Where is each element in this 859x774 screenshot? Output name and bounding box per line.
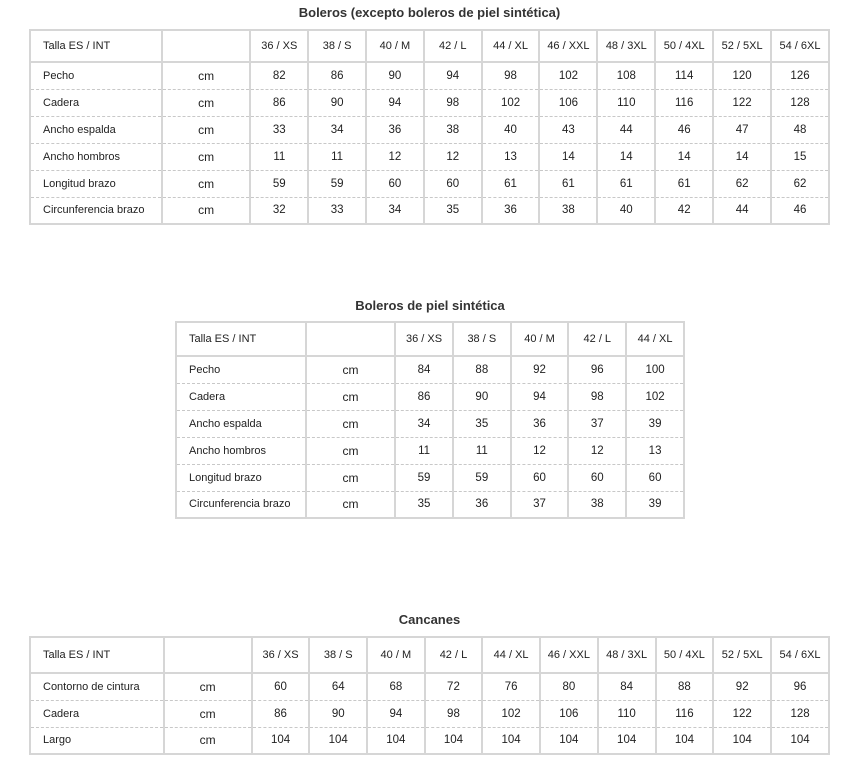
measurement-label: Cadera [30,700,164,727]
measurement-value: 122 [713,700,771,727]
measurement-value: 84 [395,356,453,383]
measurement-value: 38 [568,491,626,518]
measurement-label: Ancho espalda [176,410,306,437]
measurement-value: 88 [656,673,714,700]
table-row [30,143,829,170]
measurement-label: Longitud brazo [30,170,162,197]
measurement-value: 98 [425,700,483,727]
measurement-value: 100 [626,356,684,383]
cancanes-title: Cancanes [398,612,461,627]
table-row [176,491,684,518]
measurement-value: 44 [597,116,655,143]
table-row [176,464,684,491]
measurement-value: 42 [655,197,713,224]
measurement-label: Circunferencia brazo [176,491,306,518]
measurement-value: 98 [424,89,482,116]
measurement-value: 106 [539,89,597,116]
measurement-value: 104 [540,727,598,754]
measurement-value: 14 [713,143,771,170]
measurement-value: 47 [713,116,771,143]
measurement-value: 104 [598,727,656,754]
measurement-value: 46 [655,116,713,143]
header-row [30,30,829,62]
measurement-label: Pecho [176,356,306,383]
measurement-value: 104 [309,727,367,754]
measurement-value: 35 [453,410,511,437]
measurement-value: 14 [655,143,713,170]
measurement-value: 64 [309,673,367,700]
unit-header-cell [164,637,252,673]
boleros-piel-section [175,296,685,519]
measurement-value: 102 [482,700,540,727]
measurement-value: 96 [568,356,626,383]
measurement-value: 86 [252,700,310,727]
measurement-value: 102 [626,383,684,410]
measurement-value: 60 [424,170,482,197]
unit-cell: cm [306,491,395,518]
measurement-value: 11 [395,437,453,464]
unit-cell: cm [306,410,395,437]
measurement-value: 110 [598,700,656,727]
size-column-header: 38 / S [308,30,366,62]
cancanes-section [29,610,830,755]
size-header-label: Talla ES / INT [30,30,162,62]
table-row [30,700,829,727]
measurement-value: 38 [424,116,482,143]
measurement-value: 13 [626,437,684,464]
measurement-value: 62 [713,170,771,197]
size-column-header: 36 / XS [395,322,453,356]
size-column-header: 48 / 3XL [597,30,655,62]
measurement-label: Cadera [176,383,306,410]
unit-cell: cm [306,356,395,383]
measurement-value: 94 [366,89,424,116]
measurement-value: 11 [250,143,308,170]
measurement-value: 11 [453,437,511,464]
measurement-value: 68 [367,673,425,700]
measurement-value: 12 [366,143,424,170]
measurement-value: 59 [453,464,511,491]
measurement-value: 36 [482,197,540,224]
measurement-value: 35 [424,197,482,224]
size-column-header: 44 / XL [626,322,684,356]
size-column-header: 40 / M [367,637,425,673]
size-column-header: 46 / XXL [539,30,597,62]
table-row [30,673,829,700]
measurement-value: 120 [713,62,771,89]
unit-cell: cm [164,700,252,727]
cancanes-size-table [29,636,830,755]
measurement-value: 61 [482,170,540,197]
measurement-value: 37 [511,491,569,518]
measurement-value: 62 [771,170,829,197]
measurement-value: 59 [308,170,366,197]
measurement-value: 122 [713,89,771,116]
measurement-value: 88 [453,356,511,383]
size-column-header: 40 / M [511,322,569,356]
size-column-header: 50 / 4XL [655,30,713,62]
size-column-header: 44 / XL [482,30,540,62]
measurement-value: 86 [395,383,453,410]
measurement-value: 11 [308,143,366,170]
measurement-value: 34 [395,410,453,437]
measurement-value: 90 [309,700,367,727]
measurement-label: Ancho espalda [30,116,162,143]
boleros-piel-title: Boleros de piel sintética [355,298,505,313]
table-row [30,89,829,116]
measurement-value: 39 [626,491,684,518]
measurement-value: 104 [252,727,310,754]
size-column-header: 46 / XXL [540,637,598,673]
measurement-value: 38 [539,197,597,224]
measurement-value: 37 [568,410,626,437]
unit-cell: cm [162,143,250,170]
table-row [176,410,684,437]
measurement-value: 92 [511,356,569,383]
measurement-value: 48 [771,116,829,143]
measurement-value: 60 [626,464,684,491]
measurement-value: 96 [771,673,829,700]
measurement-value: 12 [424,143,482,170]
measurement-value: 126 [771,62,829,89]
measurement-value: 60 [568,464,626,491]
measurement-value: 106 [540,700,598,727]
measurement-value: 102 [482,89,540,116]
measurement-value: 116 [656,700,714,727]
measurement-value: 32 [250,197,308,224]
measurement-value: 128 [771,89,829,116]
size-column-header: 50 / 4XL [656,637,714,673]
unit-cell: cm [162,116,250,143]
measurement-value: 104 [656,727,714,754]
measurement-label: Circunferencia brazo [30,197,162,224]
measurement-value: 12 [568,437,626,464]
measurement-value: 36 [511,410,569,437]
size-column-header: 52 / 5XL [713,637,771,673]
measurement-value: 116 [655,89,713,116]
measurement-value: 104 [425,727,483,754]
boleros-title: Boleros (excepto boleros de piel sintética) [298,5,561,20]
size-column-header: 44 / XL [482,637,540,673]
boleros-size-table [29,29,830,225]
table-row [30,62,829,89]
unit-cell: cm [162,197,250,224]
size-column-header: 42 / L [424,30,482,62]
measurement-value: 94 [424,62,482,89]
size-column-header: 54 / 6XL [771,637,829,673]
table-row [30,197,829,224]
measurement-value: 94 [367,700,425,727]
table-row [30,116,829,143]
measurement-value: 60 [511,464,569,491]
measurement-value: 14 [597,143,655,170]
unit-cell: cm [164,673,252,700]
unit-cell: cm [164,727,252,754]
size-column-header: 38 / S [453,322,511,356]
size-column-header: 42 / L [568,322,626,356]
measurement-value: 33 [308,197,366,224]
measurement-label: Largo [30,727,164,754]
measurement-value: 36 [366,116,424,143]
measurement-label: Longitud brazo [176,464,306,491]
size-column-header: 48 / 3XL [598,637,656,673]
unit-cell: cm [162,170,250,197]
measurement-value: 94 [511,383,569,410]
measurement-value: 15 [771,143,829,170]
measurement-value: 43 [539,116,597,143]
size-header-label: Talla ES / INT [30,637,164,673]
size-column-header: 36 / XS [252,637,310,673]
measurement-value: 61 [655,170,713,197]
table-row [176,383,684,410]
measurement-value: 128 [771,700,829,727]
measurement-value: 114 [655,62,713,89]
measurement-value: 60 [252,673,310,700]
measurement-value: 98 [482,62,540,89]
measurement-value: 61 [597,170,655,197]
size-column-header: 52 / 5XL [713,30,771,62]
measurement-value: 82 [250,62,308,89]
measurement-value: 46 [771,197,829,224]
measurement-value: 86 [308,62,366,89]
measurement-value: 35 [395,491,453,518]
measurement-value: 61 [539,170,597,197]
measurement-value: 59 [395,464,453,491]
boleros-section [29,3,830,225]
measurement-value: 33 [250,116,308,143]
measurement-value: 104 [367,727,425,754]
measurement-value: 36 [453,491,511,518]
measurement-value: 59 [250,170,308,197]
size-column-header: 36 / XS [250,30,308,62]
table-row [176,356,684,383]
unit-header-cell [162,30,250,62]
measurement-value: 40 [597,197,655,224]
unit-cell: cm [162,62,250,89]
size-column-header: 54 / 6XL [771,30,829,62]
measurement-label: Ancho hombros [30,143,162,170]
size-column-header: 40 / M [366,30,424,62]
measurement-value: 104 [771,727,829,754]
header-row [30,637,829,673]
unit-header-cell [306,322,395,356]
header-row [176,322,684,356]
size-column-header: 38 / S [309,637,367,673]
measurement-value: 102 [539,62,597,89]
measurement-value: 108 [597,62,655,89]
measurement-value: 34 [366,197,424,224]
measurement-value: 40 [482,116,540,143]
table-row [30,170,829,197]
size-header-label: Talla ES / INT [176,322,306,356]
unit-cell: cm [162,89,250,116]
measurement-value: 86 [250,89,308,116]
measurement-value: 39 [626,410,684,437]
measurement-value: 104 [482,727,540,754]
measurement-value: 80 [540,673,598,700]
measurement-value: 98 [568,383,626,410]
measurement-label: Ancho hombros [176,437,306,464]
unit-cell: cm [306,383,395,410]
measurement-value: 60 [366,170,424,197]
unit-cell: cm [306,437,395,464]
table-row [176,437,684,464]
measurement-label: Pecho [30,62,162,89]
measurement-value: 12 [511,437,569,464]
measurement-value: 34 [308,116,366,143]
measurement-value: 90 [308,89,366,116]
measurement-value: 104 [713,727,771,754]
measurement-label: Contorno de cintura [30,673,164,700]
measurement-value: 72 [425,673,483,700]
measurement-value: 90 [366,62,424,89]
measurement-value: 44 [713,197,771,224]
measurement-value: 76 [482,673,540,700]
size-column-header: 42 / L [425,637,483,673]
measurement-value: 90 [453,383,511,410]
measurement-label: Cadera [30,89,162,116]
measurement-value: 84 [598,673,656,700]
measurement-value: 13 [482,143,540,170]
unit-cell: cm [306,464,395,491]
measurement-value: 14 [539,143,597,170]
measurement-value: 92 [713,673,771,700]
boleros-piel-size-table [175,321,685,519]
measurement-value: 110 [597,89,655,116]
table-row [30,727,829,754]
